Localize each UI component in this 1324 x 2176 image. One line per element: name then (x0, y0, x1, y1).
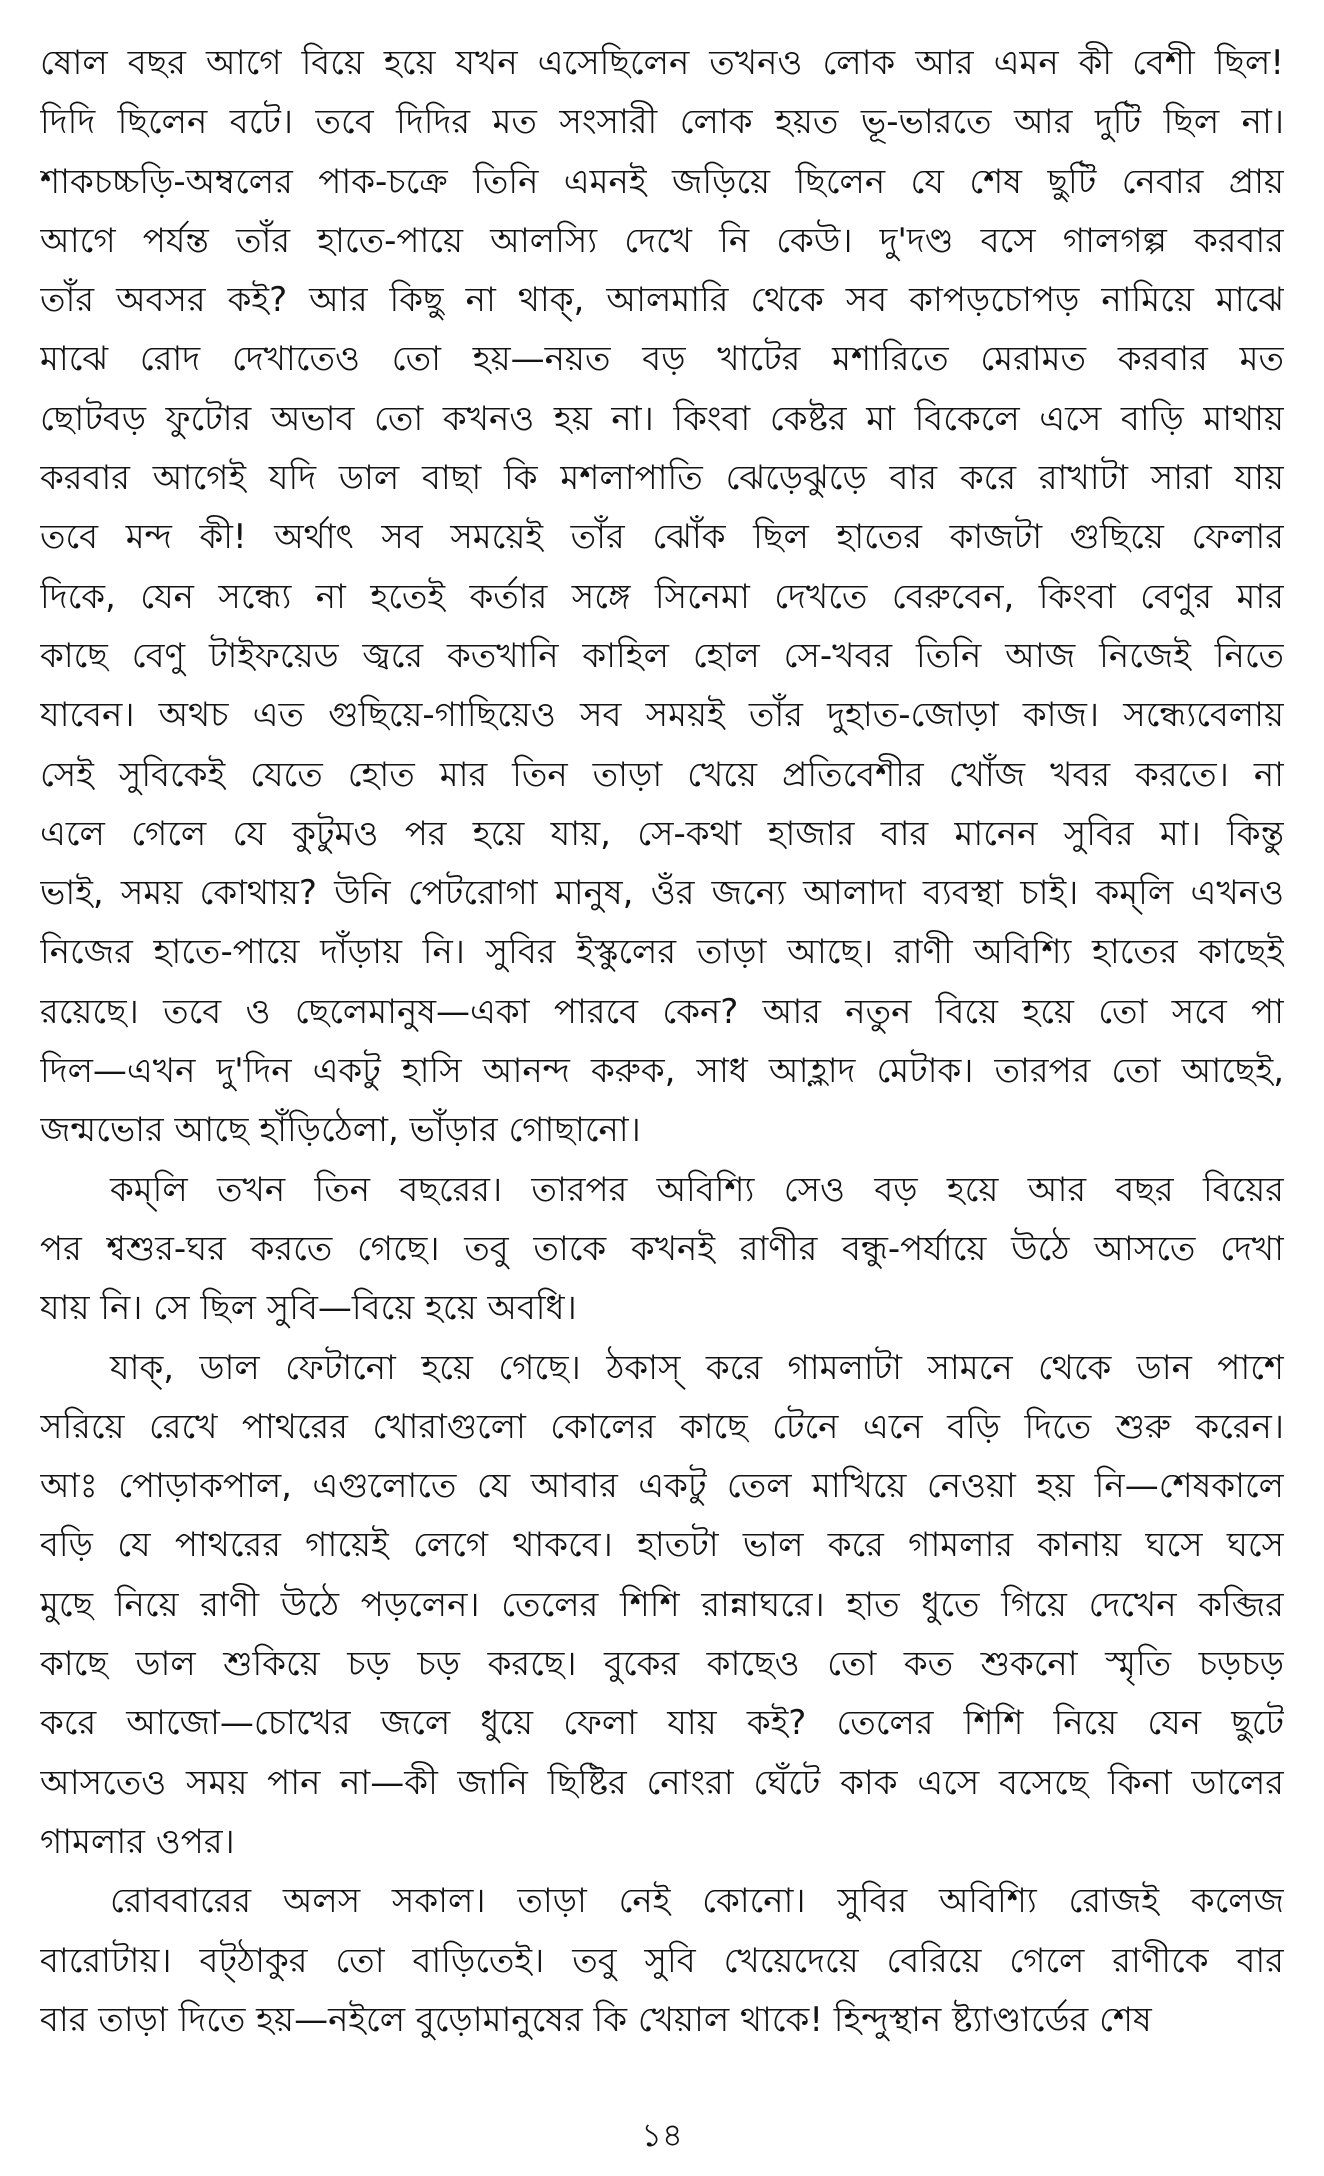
text-line: করে আজো—চোখের জলে ধুয়ে ফেলা যায় কই? তেলের শিশি নিয়ে যেন ছুটে (40, 1703, 1284, 1744)
text-line: বড়ি যে পাথরের গায়েই লেগে থাকবে। হাতটা ভাল করে গামলার কানায় ঘসে ঘসে (40, 1525, 1284, 1566)
text-line: করবার আগেই যদি ডাল বাছা কি মশলাপাতি ঝেড়েঝুড়ে বার করে রাখাটা সারা যায় (40, 458, 1284, 499)
paragraph (40, 34, 1284, 1161)
text-line: ষোল বছর আগে বিয়ে হয়ে যখন এসেছিলেন তখনও লোক আর এমন কী বেশী ছিল! (40, 43, 1284, 83)
text-line: যাক্‌, ডাল ফেটানো হয়ে গেছে। ঠকাস্‌ করে গামলাটা সামনে থেকে ডান পাশে (110, 1347, 1284, 1388)
text-line: তবে মন্দ কী! অর্থাৎ সব সময়েই তাঁর ঝোঁক ছিল হাতের কাজটা গুছিয়ে ফেলার (40, 517, 1284, 558)
text-line: দিল—এখন দু'দিন একটু হাসি আনন্দ করুক, সাধ আহ্লাদ মেটাক। তারপর তো আছেই, (40, 1051, 1284, 1092)
page-body (40, 34, 1284, 2050)
text-line: রয়েছে। তবে ও ছেলেমানুষ—একা পারবে কেন? আর নতুন বিয়ে হয়ে তো সবে পা (40, 991, 1284, 1032)
text-line: তাঁর অবসর কই? আর কিছু না থাক্‌, আলমারি থেকে সব কাপড়চোপড় নামিয়ে মাঝে (40, 280, 1284, 321)
text-line: আঃ পোড়াকপাল, এগুলোতে যে আবার একটু তেল মাখিয়ে নেওয়া হয় নি—শেষকালে (40, 1466, 1284, 1507)
text-line: জন্মভোর আছে হাঁড়িঠেলা, ভাঁড়ার গোছানো। (40, 1110, 641, 1151)
text-line: কম্‌লি তখন তিন বছরের। তারপর অবিশ্যি সেও বড় হয়ে আর বছর বিয়ের (110, 1169, 1284, 1210)
text-line: যাবেন। অথচ এত গুছিয়ে-গাছিয়েও সব সময়ই তাঁর দুহাত-জোড়া কাজ। সন্ধ্যেবেলায় (40, 695, 1284, 736)
text-line: বারোটায়। বট্‌ঠাকুর তো বাড়িতেই। তবু সুবি খেয়েদেয়ে বেরিয়ে গেলে রাণীকে বার (40, 1940, 1284, 1981)
text-line: বার তাড়া দিতে হয়—নইলে বুড়োমানুষের কি খেয়াল থাকে! হিন্দুস্থান ষ্ট্যাণ্ডার্ডের শেষ (40, 1999, 1152, 2040)
text-line: দিকে, যেন সন্ধ্যে না হতেই কর্তার সঙ্গে সিনেমা দেখতে বেরুবেন, কিংবা বেণুর মার (40, 576, 1284, 617)
paragraph (40, 1339, 1284, 1873)
paragraph (40, 1872, 1284, 2050)
text-line: রোববারের অলস সকাল। তাড়া নেই কোনো। সুবির অবিশ্যি রোজই কলেজ (110, 1881, 1284, 1922)
text-line: এলে গেলে যে কুটুমও পর হয়ে যায়, সে-কথা হাজার বার মানেন সুবির মা। কিন্তু (40, 813, 1284, 854)
text-line: মাঝে রোদ দেখাতেও তো হয়—নয়ত বড় খাটের মশারিতে মেরামত করবার মত (40, 339, 1284, 380)
text-line: ছোটবড় ফুটোর অভাব তো কখনও হয় না। কিংবা কেষ্টর মা বিকেলে এসে বাড়ি মাথায় (40, 398, 1284, 439)
text-line: গামলার ওপর। (40, 1821, 235, 1862)
page-number: ১৪ (641, 2116, 683, 2154)
text-line: মুছে নিয়ে রাণী উঠে পড়লেন। তেলের শিশি রান্নাঘরে। হাত ধুতে গিয়ে দেখেন কব্জির (40, 1584, 1284, 1625)
text-line: দিদি ছিলেন বটে। তবে দিদির মত সংসারী লোক হয়ত ভূ-ভারতে আর দুটি ছিল না। (40, 102, 1284, 143)
text-line: ভাই, সময় কোথায়? উনি পেটরোগা মানুষ, ওঁর জন্যে আলাদা ব্যবস্থা চাই। কম্‌লি এখনও (40, 873, 1284, 914)
text-line: নিজের হাতে-পায়ে দাঁড়ায় নি। সুবির ইস্কুলের তাড়া আছে। রাণী অবিশ্যি হাতের কাছেই (40, 932, 1284, 973)
text-line: পর শ্বশুর-ঘর করতে গেছে। তবু তাকে কখনই রাণীর বন্ধু-পর্যায়ে উঠে আসতে দেখা (40, 1228, 1284, 1269)
text-line: সরিয়ে রেখে পাথরের খোরাগুলো কোলের কাছে টেনে এনে বড়ি দিতে শুরু করেন। (40, 1406, 1284, 1447)
text-line: আসতেও সময় পান না—কী জানি ছিষ্টির নোংরা ঘেঁটে কাক এসে বসেছে কিনা ডালের (40, 1762, 1284, 1803)
paragraph (40, 1161, 1284, 1339)
text-line: সেই সুবিকেই যেতে হোত মার তিন তাড়া খেয়ে প্রতিবেশীর খোঁজ খবর করতে। না (40, 754, 1284, 795)
text-line: কাছে ডাল শুকিয়ে চড় চড় করছে। বুকের কাছেও তো কত শুকনো স্মৃতি চড়চড় (40, 1644, 1284, 1685)
text-line: যায় নি। সে ছিল সুবি—বিয়ে হয়ে অবধি। (40, 1288, 577, 1329)
text-line: কাছে বেণু টাইফয়েড জ্বরে কতখানি কাহিল হোল সে-খবর তিনি আজ নিজেই নিতে (40, 635, 1284, 676)
text-line: আগে পর্যন্ত তাঁর হাতে-পায়ে আলস্যি দেখে নি কেউ। দু'দণ্ড বসে গালগল্প করবার (40, 220, 1284, 261)
text-line: শাকচচ্চড়ি-অম্বলের পাক-চক্রে তিনি এমনই জড়িয়ে ছিলেন যে শেষ ছুটি নেবার প্রায় (40, 161, 1284, 202)
